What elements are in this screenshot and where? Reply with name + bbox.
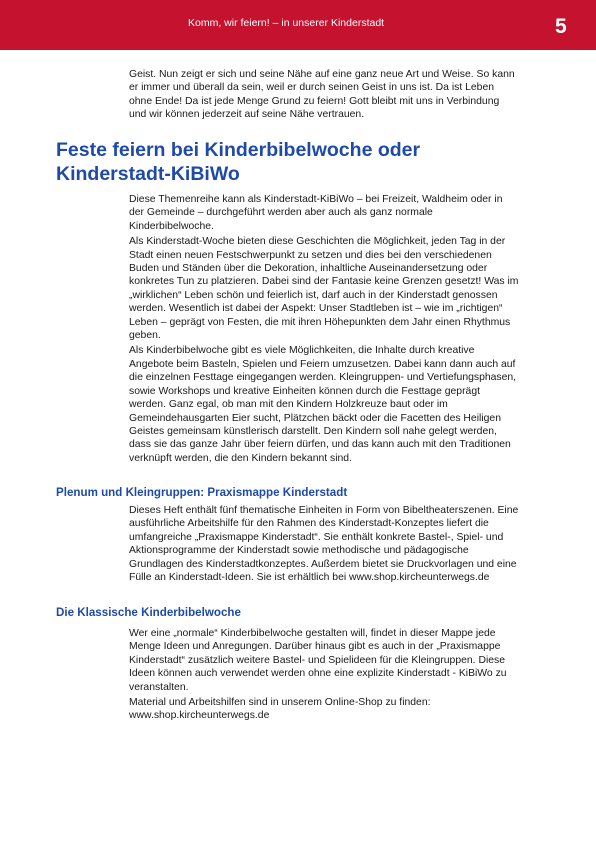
subheading-klassische-kinderbibelwoche: Die Klassische Kinderbibelwoche (56, 606, 241, 619)
section-title: Feste feiern bei Kinderbibelwoche oder Kinderstadt-KiBiWo (56, 139, 421, 185)
section-paragraph-1: Diese Themenreihe kann als Kinderstadt-KiBiWo – bei Freizeit, Waldheim oder in der Gemeinde – durchgeführt werden aber auch als ganz normale Kinderbibelwoche. (129, 194, 503, 232)
subsection-body-praxismappe (129, 504, 519, 586)
page-header (0, 0, 596, 50)
subsection-paragraph: Material und Arbeitshilfen sind in unserem Online-Shop zu finden: www.shop.kircheunterwegs.de (129, 697, 431, 722)
page-number: 5 (555, 15, 567, 38)
section-body (129, 193, 519, 467)
subsection-body-klassische (129, 627, 519, 725)
running-title: Komm, wir feiern! – in unserer Kinderstadt (188, 17, 385, 29)
section-paragraph-3: Als Kinderbibelwoche gibt es viele Möglichkeiten, die Inhalte durch kreative Angebote beim Basteln, Spielen und Feiern umzusetzen. Dabei kann dann auch auf die einzelnen Festtage eingegangen werden. Kleingruppen- und Vertiefungsphasen, sowie Workshops und kreative Einheiten können durch die Festtage geprägt werden. Ganz egal, ob man mit den Kindern Holzkreuze baut oder im Gemeindehausgarten Eier sucht, Plätzchen bäckt oder die Facetten des Heiligen Geistes gemeinsam künstlerisch darstellt. Den Kindern soll nahe gelegt werden, dass sie das ganze Jahr über feiern dürfen, und das kann auch mit den Traditionen verknüpft werden, die den Kindern bekannt sind. (129, 345, 517, 464)
intro-text (129, 68, 519, 124)
subsection-paragraph: Wer eine „normale“ Kinderbibelwoche gestalten will, findet in dieser Mappe jede Menge Ideen und Anregungen. Darüber hinaus gibt es auch in der „Praxismappe Kinderstadt“ zusätzlich weitere Bastel- und Spielideen für die Kleingruppen. Diese Ideen können auch verwendet werden ohne eine explizite Kinderstadt - KiBiWo zu veranstalten. (129, 628, 507, 693)
subheading-praxismappe: Plenum und Kleingruppen: Praxismappe Kinderstadt (56, 486, 348, 499)
intro-paragraph: Geist. Nun zeigt er sich und seine Nähe auf eine ganz neue Art und Weise. So kann er immer und überall da sein, weil er durch seinen Geist in uns ist. Da ist Leben ohne Ende! Da ist jede Menge Grund zu feiern! Gott bleibt mit uns in Verbindung und wir können jederzeit auf seine Nähe vertrauen. (129, 69, 515, 121)
subsection-paragraph: Dieses Heft enthält fünf thematische Einheiten in Form von Bibeltheaterszenen. Eine ausführliche Arbeitshilfe für den Rahmen des Kinderstadt-Konzeptes liefert die umfangreiche „Praxismappe Kinderstadt“. Sie enthält konkrete Bastel-, Spiel- und Aktionsprogramme der Kinderstadt sowie methodische und pädagogische Grundlagen des Kinderstadtkonzeptes. Außerdem bietet sie Druckvorlagen und eine Fülle an Kinderstadt-Ideen. Sie ist erhältlich bei www.shop.kircheunterwegs.de (129, 505, 519, 584)
section-paragraph-2: Als Kinderstadt-Woche bieten diese Geschichten die Möglichkeit, jeden Tag in der Stadt einen neuen Festschwerpunkt zu setzen und dies bei den verschiedenen Buden und Ständen über die Dekoration, inhaltliche Auseinandersetzung oder konkretes Tun zu platzieren. Dabei sind der Fantasie keine Grenzen gesetzt! Was im „wirklichen“ Leben schön und feierlich ist, darf auch in der Kinderstadt genossen werden. Wesentlich ist dabei der Aspekt: Unser Stadtleben ist – wie im „richtigen“ Leben – geprägt von Festen, die mit ihren Höhepunkten dem Jahr einen Rhythmus geben. (129, 236, 519, 342)
